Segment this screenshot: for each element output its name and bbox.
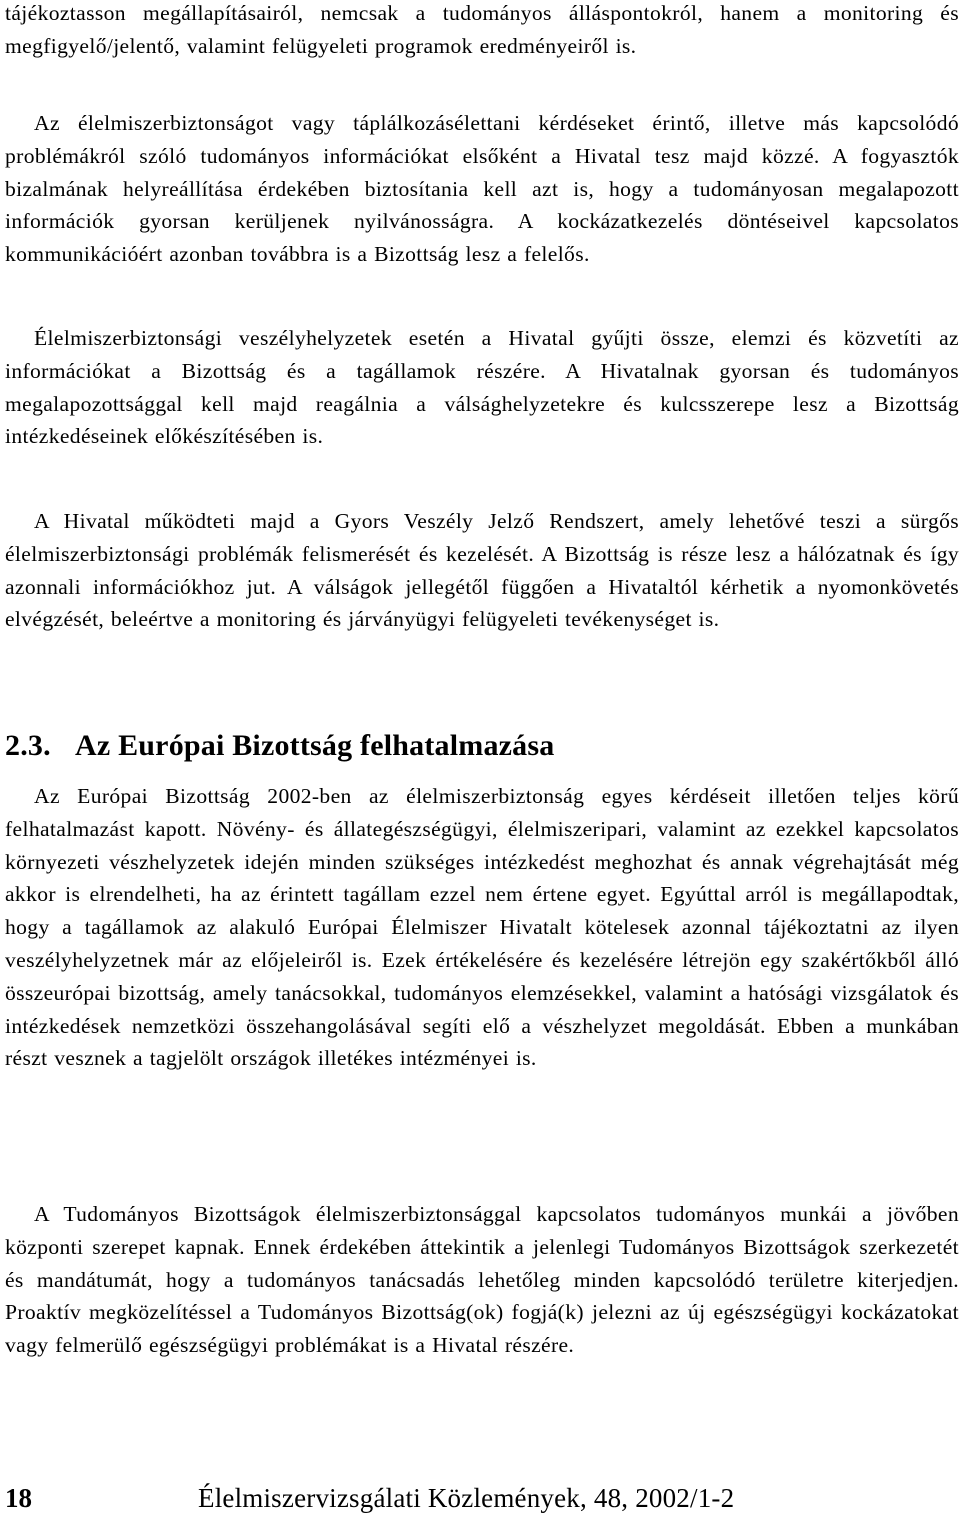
journal-citation: Élelmiszervizsgálati Közlemények, 48, 2002/1-2 [198,1483,735,1513]
section-title: Az Európai Bizottság felhatalmazása [75,729,555,762]
paragraph-scientific-committees: A Tudományos Bizottságok élelmiszerbiztonsággal kapcsolatos tudományos munkái a jövőben központi szerepet kapnak. Ennek érdekében áttekintik a jelenlegi Tudományos Bizottságok szerkezetét és mandátumát, hogy a tudományos tanácsadás lehetőleg minden kapcsolódó területre kiterjedjen. Proaktív megközelítéssel a Tudományos Bizottság(ok) fogjá(k) jelezni az új egészségügyi kockázatokat vagy felmerülő egészségügyi problémákat is a Hivatal részére. [5,1202,959,1358]
section-heading [5,724,554,768]
page-footer [5,1480,959,1520]
paragraph-emergency-situations: Élelmiszerbiztonsági veszélyhelyzetek esetén a Hivatal gyűjti össze, elemzi és közvetíti az információkat a Bizottság és a tagállamok részére. A Hivatalnak gyorsan és tudományos megalapozottsággal kell majd reagálnia a válsághelyzetekre és kulcsszerepe lesz a Bizottság intézkedéseinek előkészítésében is. [5,326,959,449]
paragraph-hivatal-publication: Az élelmiszerbiztonságot vagy táplálkozásélettani kérdéseket érintő, illetve más kapcsolódó problémákról szóló tudományos információkat elsőként a Hivatal tesz majd közzé. A fogyasztók bizalmának helyreállítása érdekében biztosítania kell azt is, hogy a tudományosan megalapozott információk gyorsan kerüljenek nyilvánosságra. A kockázatkezelés döntéseivel kapcsolatos kommunikációért azonban továbbra is a Bizottság lesz a felelős. [5,111,959,267]
section-number: 2.3. [5,729,51,762]
paragraph-commission-authority: Az Európai Bizottság 2002-ben az élelmiszerbiztonság egyes kérdéseit illetően teljes körű felhatalmazást kapott. Növény- és állategészségügyi, élelmiszeripari, valamint az ezekkel kapcsolatos környezeti vészhelyzetek idején minden szükséges intézkedést meghozhat és annak végrehajtását még akkor is elrendelheti, ha az érintett tagállam ezzel nem értene egyet. Egyúttal arról is megállapodtak, hogy a tagállamok az alakuló Európai Élelmiszer Hivatalt kötelesek azonnal tájékoztatni az ilyen veszélyhelyzetnek már az előjeleiről is. Ezek értékelésére és kezelésére létrejön egy szakértőkből álló összeurópai bizottság, amely tanácsokkal, tudományos elemzésekkel, valamint a hatósági vizsgálatok és intézkedések nemzetközi összehangolásával segíti elő a vészhelyzet megoldását. Ebben a munkában részt vesznek a tagjelölt országok illetékes intézményei is. [5,784,959,1071]
paragraph-continuation: tájékoztasson megállapításairól, nemcsak a tudományos álláspontokról, hanem a monitoring és megfigyelő/jelentő, valamint felügyeleti programok eredményeiről is. [5,1,959,58]
paragraph-rapid-alert-system: A Hivatal működteti majd a Gyors Veszély Jelző Rendszert, amely lehetővé teszi a sürgős élelmiszerbiztonsági problémák felismerését és kezelését. A Bizottság is része lesz a hálózatnak és így azonnali információkhoz jut. A válságok jellegétől függően a Hivataltól kérhetik a nyomonkövetés elvégzését, beleértve a monitoring és járványügyi felügyeleti tevékenységet is. [5,509,959,632]
page-number: 18 [5,1483,32,1513]
